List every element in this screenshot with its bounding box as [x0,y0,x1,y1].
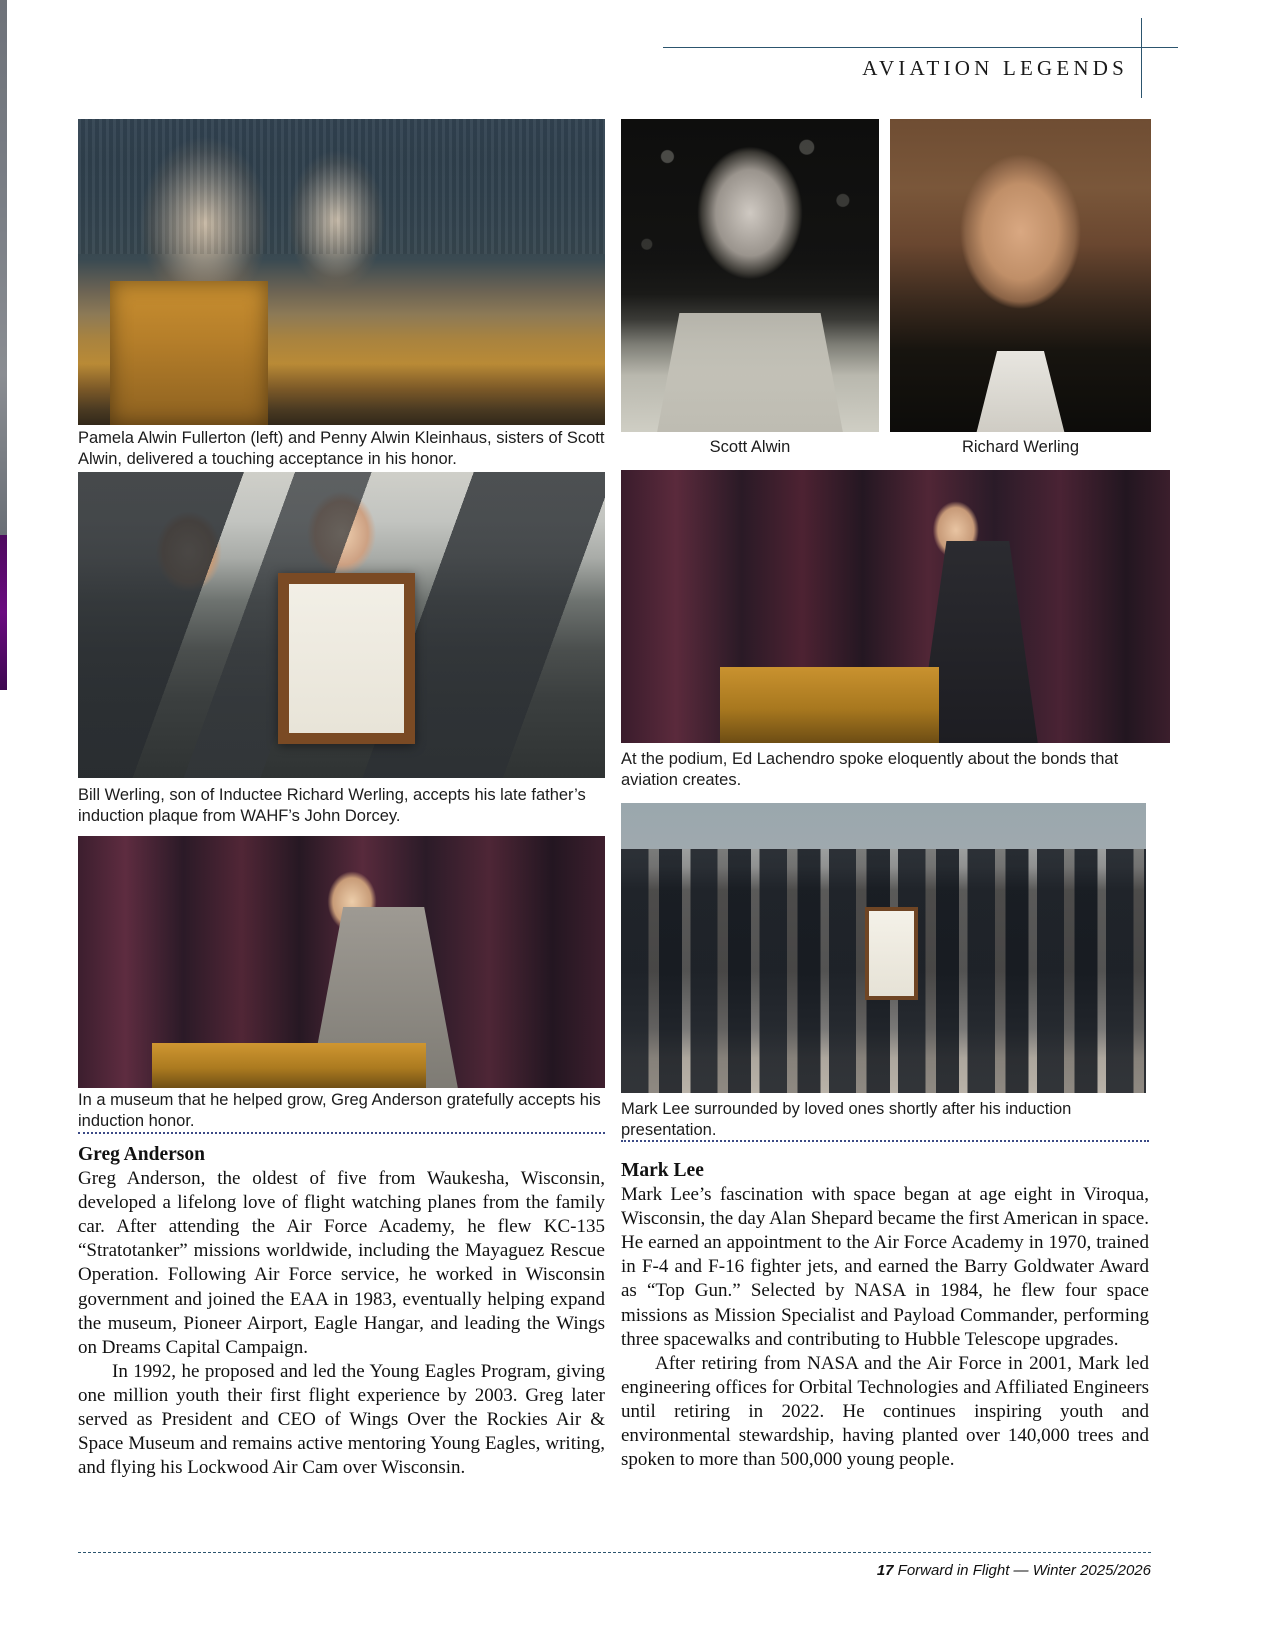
left-edge-strip-purple [0,535,7,690]
caption-scott-alwin: Scott Alwin [709,438,791,456]
photo-image [78,119,605,425]
caption-richard-werling: Richard Werling [961,438,1080,456]
caption-mark-lee-group: Mark Lee surrounded by loved ones shortly after his induction presentation. [621,1100,1072,1139]
running-head-vertical-rule [1141,18,1142,98]
article-paragraph: Mark Lee’s fascination with space began at age eight in Viroqua, Wisconsin, the day Alan Shepard became the first American in space. He earned an appointment to the Air Force Academy in 1970, trained in F-4 and F-16 fighter jets, and earned the Barry Goldwater Award as “Top Gun.” Selected by NASA in 1984, he flew four space missions as Mission Specialist and Payload Commander, performing three spacewalks and contributing to Hubble Telescope upgrades. [621,1184,1149,1350]
photo-image [621,470,1170,743]
photo-image [78,836,605,1088]
article-heading-mark-lee: Mark Lee [621,1160,704,1181]
photo-richard-werling-portrait [890,119,1151,432]
photo-scott-alwin-portrait [621,119,879,432]
article-greg-anderson [78,1142,605,1480]
photo-image [78,472,605,778]
photo-bill-werling-plaque [78,472,605,778]
caption-ed-lachendro-podium: At the podium, Ed Lachendro spoke eloquently about the bonds that aviation creates. [621,750,1119,789]
caption-bill-werling-plaque: Bill Werling, son of Inductee Richard Werling, accepts his late father’s induction plaque from WAHF’s John Dorcey. [78,786,586,825]
article-heading-greg-anderson: Greg Anderson [78,1144,205,1165]
photo-greg-anderson-podium [78,836,605,1088]
publication-title: Forward in Flight — Winter 2025/2026 [897,1562,1151,1579]
caption-alwin-sisters-podium: Pamela Alwin Fullerton (left) and Penny Alwin Kleinhaus, sisters of Scott Alwin, delivered a touching acceptance in his honor. [78,429,605,468]
right-column-separator [621,1140,1149,1142]
article-paragraph: After retiring from NASA and the Air Force in 2001, Mark led engineering offices for Orbital Technologies and Affiliated Engineers until retiring in 2022. He continues inspiring youth and environmental stewardship, having planted over 140,000 trees and spoken to more than 500,000 young people. [621,1352,1149,1470]
photo-image [621,119,879,432]
running-head-rule [663,47,1178,48]
article-paragraph: In 1992, he proposed and led the Young Eagles Program, giving one million youth their first flight experience by 2003. Greg later served as President and CEO of Wings Over the Rockies Air & Space Museum and remains active mentoring Young Eagles, writing, and flying his Lockwood Air Cam over Wisconsin. [78,1360,605,1478]
photo-ed-lachendro-podium [621,470,1170,743]
running-head-title: AVIATION LEGENDS [862,56,1128,80]
left-column-separator [78,1132,605,1134]
photo-image [890,119,1151,432]
photo-mark-lee-group [621,803,1146,1093]
photo-alwin-sisters-podium [78,119,605,425]
article-mark-lee [621,1158,1149,1472]
left-edge-strip-gray [0,0,7,535]
photo-image [621,803,1146,1093]
footer [877,1562,1151,1579]
footer-rule [78,1552,1151,1553]
page-number: 17 [876,1562,894,1579]
caption-greg-anderson-podium: In a museum that he helped grow, Greg Anderson gratefully accepts his induction honor. [78,1091,601,1130]
article-paragraph: Greg Anderson, the oldest of five from Waukesha, Wisconsin, developed a lifelong love of flight watching planes from the family car. After attending the Air Force Academy, he flew KC-135 “Stratotanker” missions worldwide, including the Mayaguez Rescue Operation. Following Air Force service, he worked in Wisconsin government and joined the EAA in 1983, eventually helping expand the museum, Pioneer Airport, Eagle Hangar, and leading the Wings on Dreams Capital Campaign. [78,1168,605,1358]
